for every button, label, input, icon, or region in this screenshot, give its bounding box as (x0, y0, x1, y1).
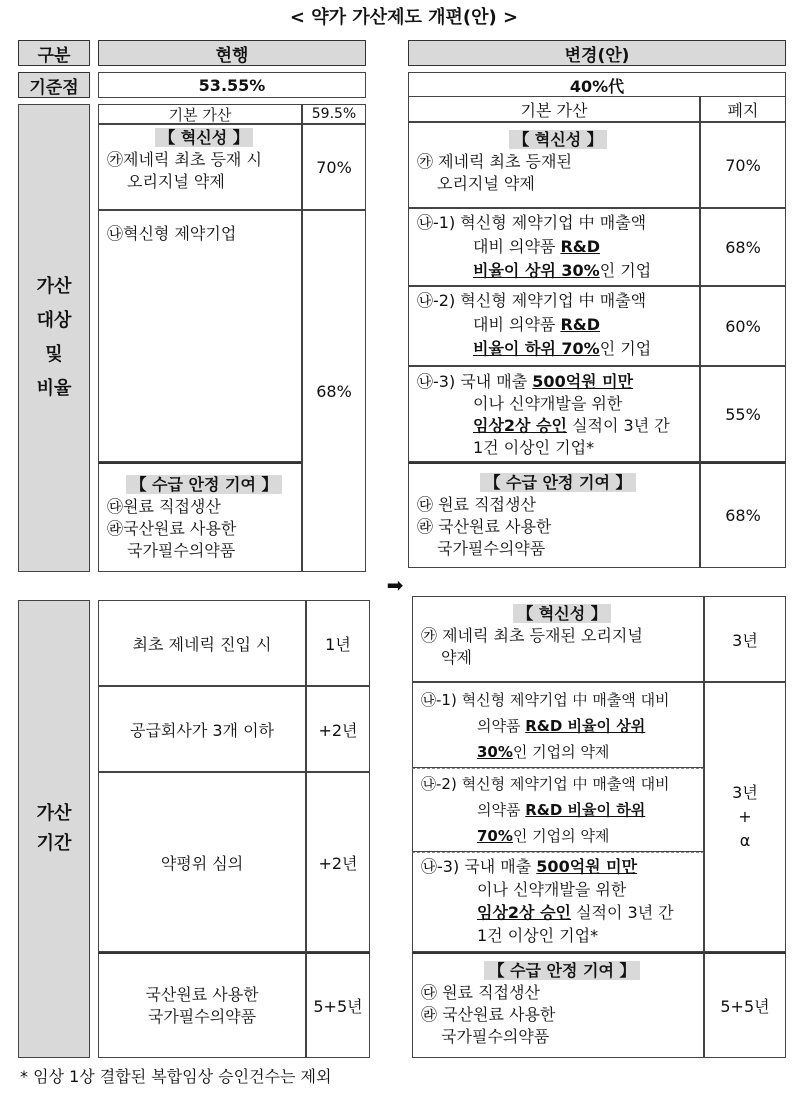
proposed-da-line: ㉰ 원료 직접생산 (417, 495, 536, 514)
proposed-period-na3-l3a: 임상2상 승인 (477, 903, 571, 922)
proposed-period-na3-l1a: 국내 매출 (464, 857, 537, 876)
proposed-na3-l3a: 임상2상 승인 (473, 416, 567, 435)
proposed-period-da-line: ㉰ 원료 직접생산 (421, 983, 540, 1002)
proposed-period-na1-l1: 혁신형 제약기업 中 매출액 대비 (461, 691, 670, 709)
current-period-4-value: 5+5년 (306, 952, 370, 1058)
proposed-na1-l2a: 대비 의약품 (473, 237, 561, 256)
proposed-period-na1-l3a: 30% (477, 743, 513, 761)
header-current: 현행 (98, 40, 366, 66)
current-ga-line2: 오리지널 약제 (127, 172, 225, 191)
proposed-na2-l2b: R&D (560, 315, 601, 334)
proposed-period-na1-l2b: R&D 비율이 상위 (525, 717, 646, 735)
proposed-na1-l3b: 인 기업 (599, 261, 652, 280)
current-period-4-line1: 국산원료 사용한 (145, 984, 259, 1004)
proposed-na3-l2: 이나 신약개발을 위한 (473, 394, 623, 413)
header-category: 구분 (18, 40, 90, 66)
current-period-3-value: +2년 (306, 772, 370, 952)
proposed-period-ga-line1: ㉮ 제네릭 최초 등재된 오리지널 (421, 626, 643, 645)
proposed-period-na2-l2a: 의약품 (477, 801, 526, 819)
current-ra-line2: 국가필수의약품 (127, 541, 236, 560)
proposed-ra-line2: 국가필수의약품 (437, 539, 546, 558)
proposed-basic-label: 기본 가산 (408, 96, 700, 122)
proposed-na3 (408, 366, 700, 462)
rate-section-label (18, 104, 90, 572)
proposed-ra-line1: ㉱ 국산원료 사용한 (417, 517, 552, 536)
current-innovation-na (98, 210, 302, 462)
proposed-innovation-title: 【 혁신성 】 (417, 129, 699, 151)
current-innovation-title: 【 혁신성 】 (107, 127, 301, 149)
proposed-na2-l3b: 인 기업 (599, 339, 652, 358)
proposed-period-na2 (412, 768, 704, 852)
proposed-supply-title: 【 수급 안정 기여 】 (417, 472, 699, 494)
proposed-period-na2-prefix: ㉯-2) (421, 775, 457, 793)
proposed-na2-l1: 혁신형 제약기업 中 매출액 (460, 291, 647, 310)
proposed-period-na-value (704, 682, 786, 952)
period-label-2: 기간 (36, 833, 72, 854)
proposed-period-na3-l3b: 실적이 3년 간 (570, 903, 674, 922)
current-period-4-line2: 국가필수의약품 (147, 1006, 257, 1026)
proposed-period-ga-line2: 약제 (441, 648, 472, 667)
proposed-period-na2-l3b: 인 기업의 약제 (512, 827, 610, 845)
proposed-period-na-value-3: α (739, 831, 751, 850)
proposed-period-na2-l2b: R&D 비율이 하위 (525, 801, 646, 819)
current-innovation-ga (98, 124, 302, 210)
proposed-na1 (408, 208, 700, 286)
proposed-period-na1-l2a: 의약품 (477, 717, 526, 735)
current-period-1-label: 최초 제네릭 진입 시 (98, 600, 306, 686)
proposed-na3-value: 55% (700, 366, 786, 462)
proposed-period-na3-l2: 이나 신약개발을 위한 (477, 880, 627, 899)
proposed-period-ga (412, 596, 704, 682)
footnote: * 임상 1상 결합된 복합임상 승인건수는 제외 (20, 1067, 332, 1086)
proposed-period-na3 (412, 852, 704, 952)
proposed-supply (408, 462, 700, 568)
rate-label-1: 가산 (36, 276, 72, 297)
proposed-period-na2-l1: 혁신형 제약기업 中 매출액 대비 (461, 775, 670, 793)
proposed-period-na3-l1b: 500억원 미만 (536, 857, 638, 876)
proposed-innovation-ga (408, 122, 700, 208)
proposed-period-na1 (412, 682, 704, 768)
proposed-na3-l3b: 실적이 3년 간 (566, 416, 670, 435)
rate-label-4: 비율 (36, 378, 72, 399)
proposed-na1-l2b: R&D (560, 237, 601, 256)
proposed-na1-value: 68% (700, 208, 786, 286)
current-supply (98, 462, 302, 572)
proposed-period-innovation-title: 【 혁신성 】 (421, 603, 703, 625)
proposed-period-na1-prefix: ㉯-1) (421, 691, 457, 709)
base-price-current: 53.55% (98, 72, 366, 98)
proposed-period-na2-l3a: 70% (477, 827, 513, 845)
proposed-na2 (408, 286, 700, 366)
arrow-right-icon: ➡ (386, 573, 404, 597)
proposed-ga-line2: 오리지널 약제 (437, 174, 535, 193)
proposed-na2-value: 60% (700, 286, 786, 366)
current-period-2-value: +2년 (306, 686, 370, 772)
period-section-label (18, 600, 90, 1058)
proposed-ga-line1: ㉮ 제네릭 최초 등재된 (417, 152, 572, 171)
proposed-period-na3-prefix: ㉯-3) (421, 857, 460, 876)
proposed-period-na-value-2: + (738, 807, 752, 826)
rate-label-3: 및 (45, 344, 63, 365)
period-label-1: 가산 (36, 803, 72, 824)
current-ga-value: 70% (302, 124, 366, 210)
proposed-na1-prefix: ㉯-1) (417, 213, 456, 232)
current-da-line: ㉰원료 직접생산 (107, 497, 221, 516)
proposed-na2-prefix: ㉯-2) (417, 291, 456, 310)
proposed-na3-l4: 1건 이상인 기업* (473, 438, 595, 457)
proposed-na1-l3a: 비율이 상위 30% (473, 261, 600, 280)
proposed-period-supply-value: 5+5년 (704, 952, 786, 1058)
current-ga-line1: ㉮제네릭 최초 등재 시 (107, 150, 262, 169)
base-price-proposed: 40%代 (408, 72, 786, 98)
proposed-period-ra-line2: 국가필수의약품 (441, 1027, 550, 1046)
proposed-period-na3-l4: 1건 이상인 기업* (477, 926, 599, 945)
current-period-2-label: 공급회사가 3개 이하 (98, 686, 306, 772)
proposed-na2-l2a: 대비 의약품 (473, 315, 561, 334)
current-na-line: ㉯혁신형 제약기업 (107, 224, 237, 243)
rate-label-2: 대상 (36, 310, 72, 331)
current-na-value: 68% (302, 210, 366, 572)
proposed-na3-l1a: 국내 매출 (460, 372, 533, 391)
proposed-period-supply-title: 【 수급 안정 기여 】 (421, 960, 703, 982)
proposed-supply-value: 68% (700, 462, 786, 568)
current-supply-title: 【 수급 안정 기여 】 (107, 474, 301, 496)
proposed-period-na1-l3b: 인 기업의 약제 (512, 743, 610, 761)
current-ra-line1: ㉱국산원료 사용한 (107, 519, 237, 538)
current-period-4-label (98, 952, 306, 1058)
proposed-ga-value: 70% (700, 122, 786, 208)
proposed-period-ga-value: 3년 (704, 596, 786, 682)
proposed-period-na-value-1: 3년 (732, 783, 758, 802)
page-title: < 약가 가산제도 개편(안) > (289, 7, 519, 28)
proposed-na1-l1: 혁신형 제약기업 中 매출액 (460, 213, 647, 232)
proposed-na3-l1b: 500억원 미만 (532, 372, 634, 391)
header-proposed: 변경(안) (408, 40, 786, 66)
proposed-period-ra-line1: ㉱ 국산원료 사용한 (421, 1005, 556, 1024)
current-period-3-label: 약평위 심의 (98, 772, 306, 952)
proposed-na2-l3a: 비율이 하위 70% (473, 339, 600, 358)
current-period-1-value: 1년 (306, 600, 370, 686)
proposed-period-supply (412, 952, 704, 1058)
proposed-basic-value: 폐지 (700, 96, 786, 122)
base-price-label: 기준점 (18, 72, 90, 98)
proposed-na3-prefix: ㉯-3) (417, 372, 456, 391)
current-basic-value: 59.5% (302, 104, 366, 124)
current-basic-label: 기본 가산 (98, 104, 302, 124)
